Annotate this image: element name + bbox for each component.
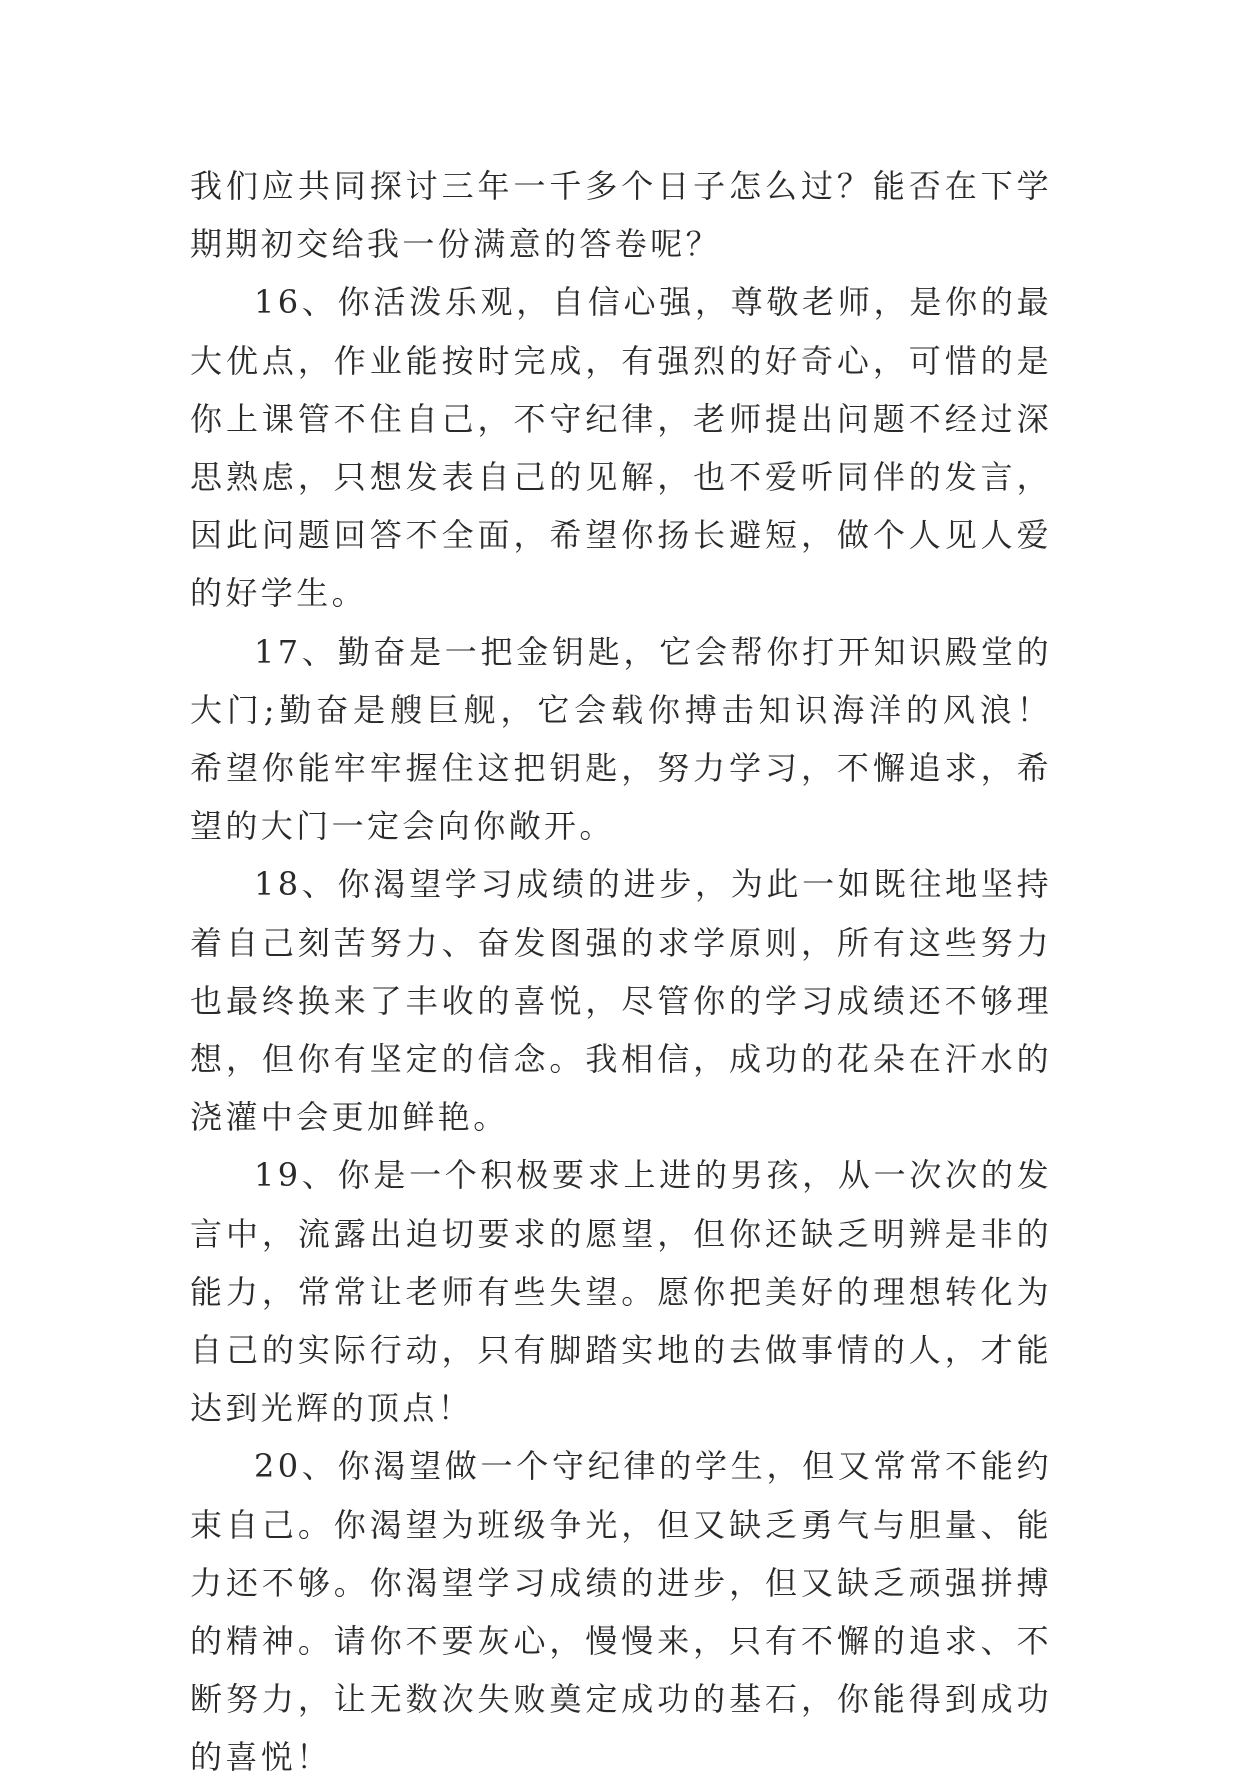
paragraph-18: 18、你渴望学习成绩的进步，为此一如既往地坚持着自己刻苦努力、奋发图强的求学原则，所有这些努力也最终换来了丰收的喜悦，尽管你的学习成绩还不够理想，但你有坚定的信念。我相信，成功的花朵在汗水的浇灌中会更加鲜艳。: [190, 865, 1052, 1137]
paragraph-17: 17、勤奋是一把金钥匙，它会帮你打开知识殿堂的大门;勤奋是艘巨舰，它会载你搏击知识海洋的风浪！希望你能牢牢握住这把钥匙，努力学习，不懈追求，希望的大门一定会向你敞开。: [190, 632, 1052, 846]
paragraph-19: 19、你是一个积极要求上进的男孩，从一次次的发言中，流露出迫切要求的愿望，但你还缺乏明辨是非的能力，常常让老师有些失望。愿你把美好的理想转化为自己的实际行动，只有脚踏实地的去做事情的人，才能达到光辉的顶点！: [190, 1156, 1052, 1428]
paragraph-continuation: 我们应共同探讨三年一千多个日子怎么过？能否在下学期期初交给我一份满意的答卷呢？: [190, 167, 1052, 264]
document-body: [190, 157, 1052, 1787]
paragraph-16: 16、你活泼乐观，自信心强，尊敬老师，是你的最大优点，作业能按时完成，有强烈的好奇心，可惜的是你上课管不住自己，不守纪律，老师提出问题不经过深思熟虑，只想发表自己的见解，也不爱听同伴的发言，因此问题回答不全面，希望你扬长避短，做个人见人爱的好学生。: [190, 283, 1052, 613]
paragraph-20: 20、你渴望做一个守纪律的学生，但又常常不能约束自己。你渴望为班级争光，但又缺乏勇气与胆量、能力还不够。你渴望学习成绩的进步，但又缺乏顽强拼搏的精神。请你不要灰心，慢慢来，只有不懈的追求、不断努力，让无数次失败奠定成功的基石，你能得到成功的喜悦！: [190, 1447, 1052, 1777]
